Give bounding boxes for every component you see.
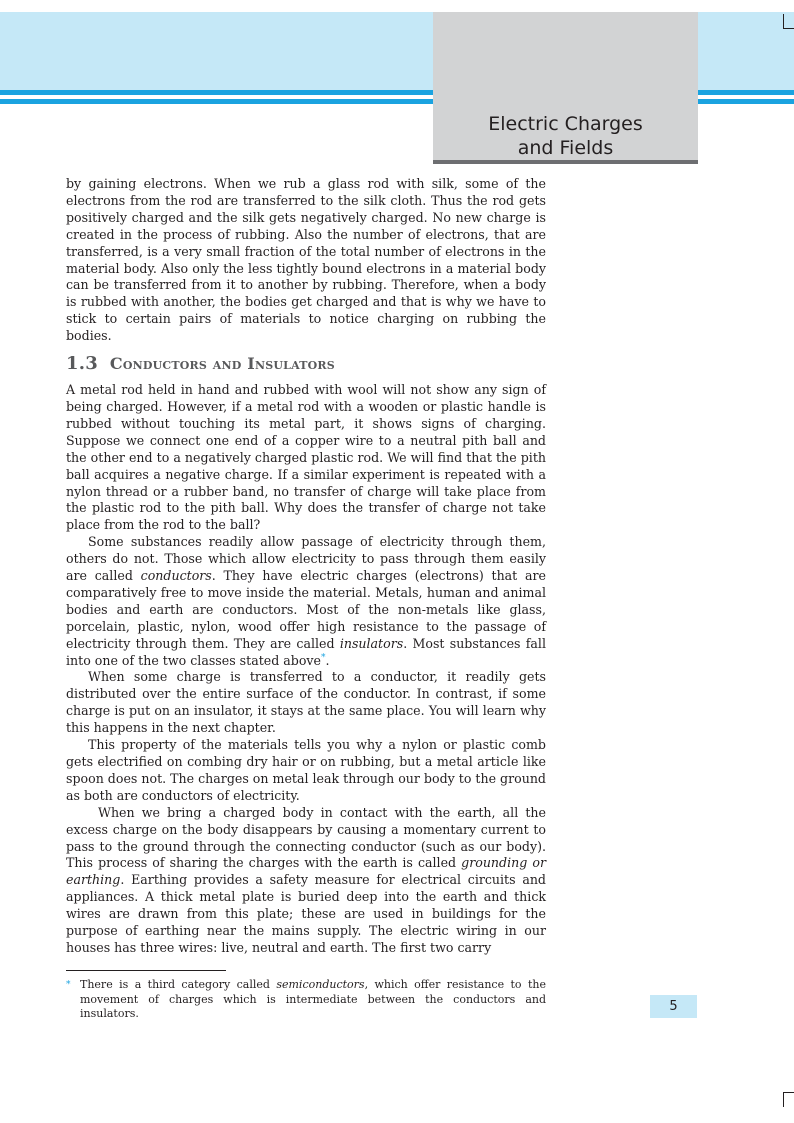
footnote-rule bbox=[66, 970, 226, 971]
footnote-text-b: , which offer resistance to the movement of charges which is intermediate between the conductors and insulators. bbox=[80, 978, 546, 1020]
footnote bbox=[66, 978, 546, 1022]
term-grounding: grounding or earthing bbox=[66, 855, 546, 888]
crop-mark-top-right bbox=[783, 14, 784, 29]
p2-text-d: . bbox=[325, 652, 330, 668]
p2-text-c: . Most substances fall into one of the two classes stated above bbox=[66, 635, 546, 668]
chapter-title-box bbox=[433, 12, 698, 164]
chapter-title: Electric Charges and Fields bbox=[488, 113, 643, 159]
paragraph-4: This property of the materials tells you why a nylon or plastic comb gets electrified on combing dry hair or on rubbing, but a metal article like spoon does not. The charges on metal leak through our body to the ground as both are conductors of electricity. bbox=[66, 737, 546, 803]
p2-text-a: Some substances readily allow passage of electricity through them, others do not. Those which allow electricity to pass through them easily are called bbox=[66, 534, 546, 584]
crop-mark-top-right-h bbox=[783, 28, 794, 29]
footnote-text bbox=[80, 978, 546, 1022]
paragraph-1: A metal rod held in hand and rubbed with wool will not show any sign of being charged. However, if a metal rod with a wooden or plastic handle is rubbed without touching its metal part, it shows signs of charging. Suppose we connect one end of a copper wire to a neutral pith ball and the other end to a negatively charged plastic rod. We will find that the pith ball acquires a negative charge. If a similar experiment is repeated with a nylon thread or a rubber band, no transfer of charge will take place from the plastic rod to the pith ball. Why does the transfer of charge not take place from the rod to the ball? bbox=[66, 382, 546, 533]
crop-mark-bottom-right-h bbox=[783, 1092, 794, 1093]
page-number: 5 bbox=[650, 995, 697, 1018]
section-heading bbox=[66, 354, 546, 374]
section-number: 1.3 bbox=[66, 353, 98, 375]
paragraph-intro: by gaining electrons. When we rub a glass rod with silk, some of the electrons from the rod are transferred to the silk cloth. Thus the rod gets positively charged and the silk gets negatively charged. No new charge is created in the process of rubbing. Also the number of electrons, that are transferred, is a very small fraction of the total number of electrons in the material body. Also only the less tightly bound electrons in a material body can be transferred from it to another by rubbing. Therefore, when a body is rubbed with another, the bodies get charged and that is why we have to stick to certain pairs of materials to notice charging on rubbing the bodies. bbox=[66, 176, 546, 344]
paragraph-3: When some charge is transferred to a conductor, it readily gets distributed over the entire surface of the conductor. In contrast, if some charge is put on an insulator, it stays at the same place. You will learn why this happens in the next chapter. bbox=[66, 669, 546, 736]
paragraph-2 bbox=[66, 534, 546, 669]
crop-mark-bottom-right bbox=[783, 1092, 784, 1107]
footnote-mark: * bbox=[66, 980, 71, 990]
term-conductors: conductors bbox=[140, 568, 212, 584]
term-insulators: insulators bbox=[339, 635, 404, 651]
p5-text-a: When we bring a charged body in contact with the earth, all the excess charge on the body disappears by causing a momentary current to pass to the ground through the connecting conductor (such as our body). This process of sharing the charges with the earth is called bbox=[66, 804, 546, 871]
footnote-text-a: There is a third category called bbox=[80, 978, 277, 991]
footnote-reference[interactable]: * bbox=[321, 652, 326, 663]
paragraph-5 bbox=[66, 805, 546, 957]
main-text-column bbox=[66, 176, 546, 957]
section-title: Conductors and Insulators bbox=[109, 354, 335, 374]
p5-text-b: . Earthing provides a safety measure for electrical circuits and appliances. A thick metal plate is buried deep into the earth and thick wires are drawn from this plate; these are used in buildings for the purpose of earthing near the mains supply. The electric wiring in our houses has three wires: live, neutral and earth. The first two carry bbox=[66, 872, 546, 955]
p2-text-b: . They have electric charges (electrons) that are comparatively free to move inside the material. Metals, human and animal bodies and earth are conductors. Most of the non-metals like glass, porcelain, plastic, nylon, wood offer high resistance to the passage of electricity through them. They are called bbox=[66, 568, 546, 651]
term-semiconductors: semiconductors bbox=[276, 978, 365, 991]
